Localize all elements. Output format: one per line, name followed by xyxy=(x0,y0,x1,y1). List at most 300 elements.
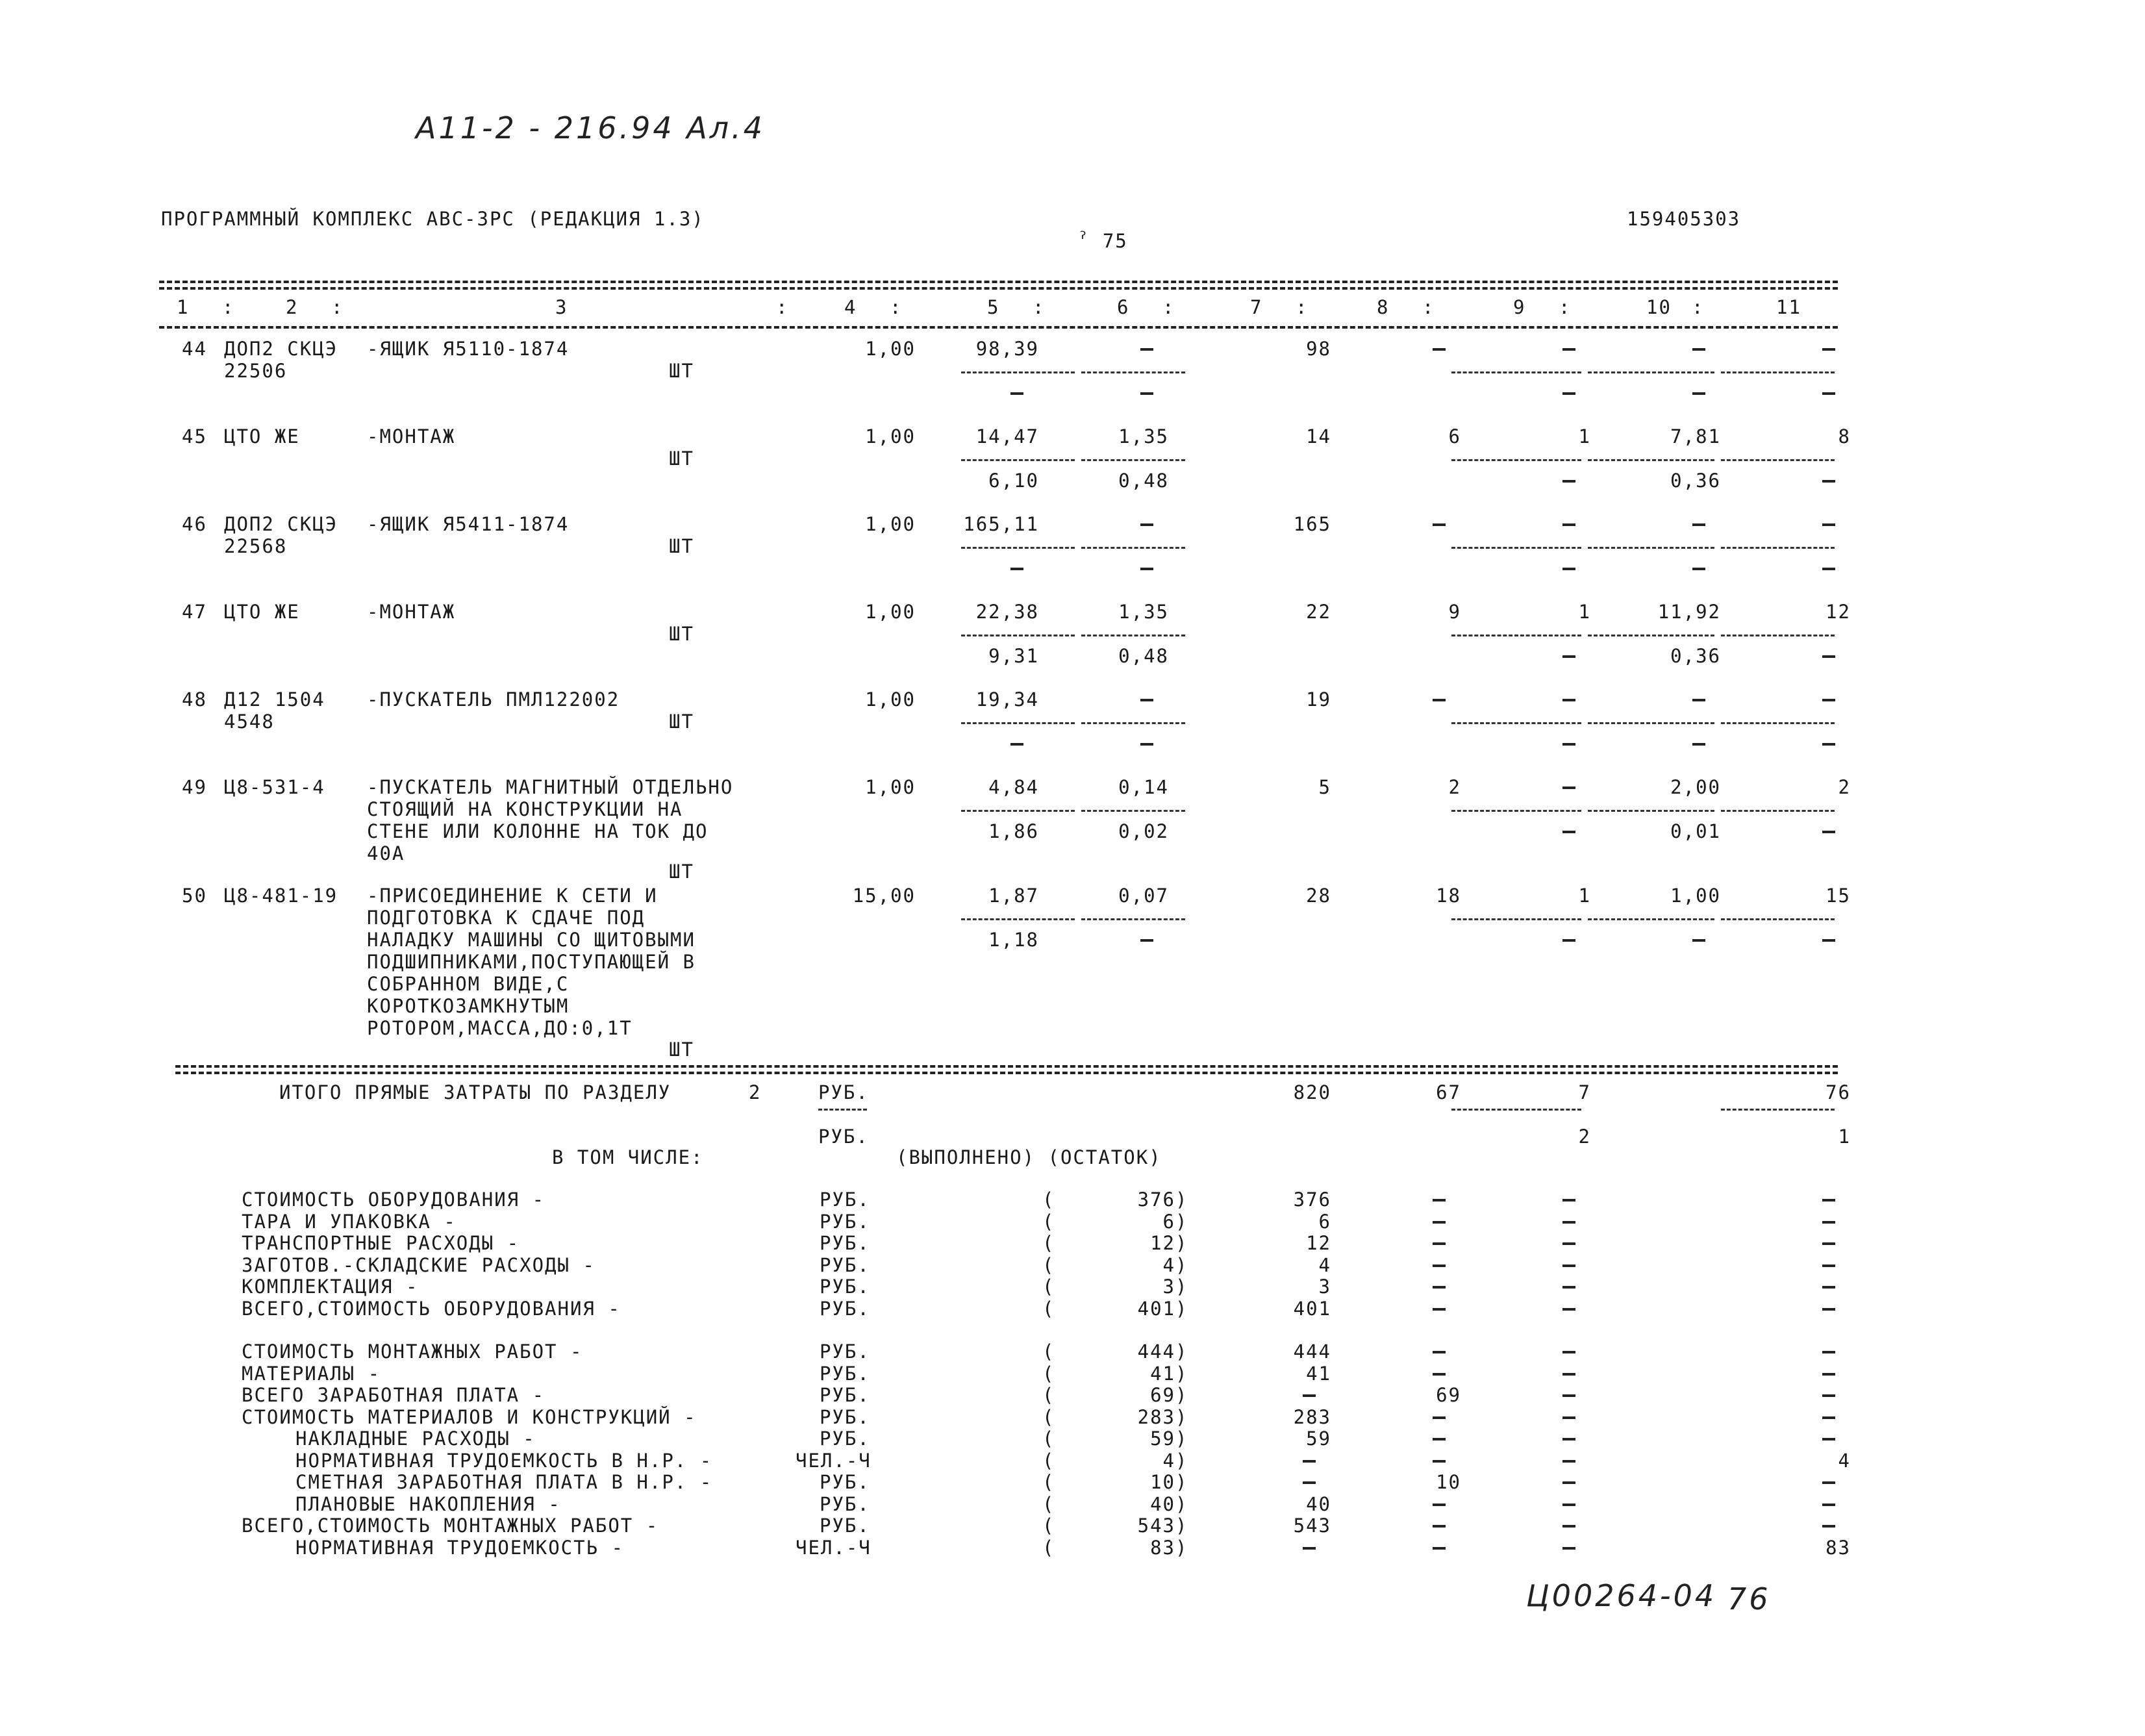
breakdown-value: 376 xyxy=(1137,1189,1175,1211)
breakdown-machine-dash xyxy=(1562,1264,1575,1267)
machine-fraction-rule xyxy=(1081,918,1185,920)
labor-total-fraction-rule xyxy=(1721,722,1835,724)
handwritten-archive-number: Ц00264-04 xyxy=(1526,1578,1717,1613)
breakdown-unit: РУБ. xyxy=(820,1471,870,1493)
row-labor-total: 8 xyxy=(1838,425,1851,447)
breakdown-cost: 40 xyxy=(1306,1492,1331,1515)
labor-fraction-rule xyxy=(1588,722,1714,724)
row-code: Д12 1504 xyxy=(224,688,325,711)
total-machine: 7 xyxy=(1578,1081,1591,1103)
row-price-total: 1,87 xyxy=(988,885,1039,907)
column-number-4: 4 xyxy=(844,296,857,318)
row-unit: ШТ xyxy=(669,623,694,645)
page-number-prefix: ˀ xyxy=(1077,230,1103,252)
breakdown-wage-dash xyxy=(1433,1547,1446,1550)
row-labor-total-dash xyxy=(1822,348,1835,351)
breakdown-machine-dash xyxy=(1562,1351,1575,1353)
breakdown-wage: 10 xyxy=(1436,1471,1461,1493)
breakdown-machine-dash xyxy=(1562,1460,1575,1463)
row-cost-machine-wage-dash xyxy=(1562,392,1575,395)
breakdown-wage-dash xyxy=(1433,1286,1446,1289)
breakdown-value: 59 xyxy=(1150,1428,1175,1450)
breakdown-labor-dash xyxy=(1822,1373,1835,1376)
row-unit: ШТ xyxy=(669,861,694,883)
machine-fraction-rule xyxy=(1081,722,1185,724)
total-unit-2: РУБ. xyxy=(818,1126,869,1148)
breakdown-labor-dash xyxy=(1822,1221,1835,1224)
breakdown-close-paren: ) xyxy=(1175,1492,1188,1515)
breakdown-open-paren: ( xyxy=(1042,1471,1055,1493)
breakdown-labor-dash xyxy=(1822,1481,1835,1484)
row-code: Ц8-531-4 xyxy=(224,776,325,798)
breakdown-open-paren: ( xyxy=(1042,1232,1055,1254)
breakdown-value: 4 xyxy=(1162,1449,1175,1472)
row-description: РОТОРОМ,МАССА,ДО:0,1Т xyxy=(367,1017,633,1039)
breakdown-unit: РУБ. xyxy=(820,1340,870,1363)
row-cost-machine-dash xyxy=(1562,348,1575,351)
row-price-total: 98,39 xyxy=(975,338,1039,360)
breakdown-label: МАТЕРИАЛЫ - xyxy=(242,1362,381,1385)
column-header-bottom-rule xyxy=(159,326,1838,329)
breakdown-label: ВСЕГО,СТОИМОСТЬ ОБОРУДОВАНИЯ - xyxy=(242,1297,621,1320)
row-machine-total-dash xyxy=(1140,348,1153,351)
row-labor-total-b-dash xyxy=(1822,480,1835,483)
breakdown-machine-dash xyxy=(1562,1373,1575,1376)
breakdown-close-paren: ) xyxy=(1175,1297,1188,1320)
row-cost-wage: 2 xyxy=(1448,776,1461,798)
row-description: СТЕНЕ ИЛИ КОЛОННЕ НА ТОК ДО xyxy=(367,820,709,842)
total-labor-rule xyxy=(1721,1109,1835,1111)
column-number-8: 8 xyxy=(1377,296,1390,318)
row-labor-workers: 1,00 xyxy=(1670,885,1721,907)
breakdown-value: 40 xyxy=(1150,1492,1175,1515)
total-section-number: 2 xyxy=(749,1081,762,1103)
breakdown-close-paren: ) xyxy=(1175,1340,1188,1363)
row-price-wage-dash xyxy=(1010,568,1023,570)
row-quantity: 1,00 xyxy=(865,776,916,798)
breakdown-column-header: (ВЫПОЛНЕНО) (ОСТАТОК) xyxy=(896,1146,1162,1168)
total-machine-rule xyxy=(1451,1109,1581,1111)
cost-machine-fraction-rule xyxy=(1451,722,1581,724)
breakdown-unit: РУБ. xyxy=(820,1297,870,1320)
row-number: 50 xyxy=(182,885,207,907)
row-cost-machine-wage-dash xyxy=(1562,655,1575,658)
breakdown-open-paren: ( xyxy=(1042,1428,1055,1450)
breakdown-unit: РУБ. xyxy=(820,1276,870,1298)
row-description: -ПРИСОЕДИНЕНИЕ К СЕТИ И xyxy=(367,885,658,907)
breakdown-cost-dash xyxy=(1303,1394,1316,1397)
breakdown-machine-dash xyxy=(1562,1416,1575,1419)
total-unit: РУБ. xyxy=(818,1081,869,1103)
row-machine-wage: 0,02 xyxy=(1118,820,1169,842)
table-bottom-rule xyxy=(175,1065,1838,1068)
breakdown-unit: РУБ. xyxy=(820,1189,870,1211)
row-number: 47 xyxy=(182,601,207,623)
row-labor-total-b-dash xyxy=(1822,743,1835,746)
row-quantity: 1,00 xyxy=(865,688,916,711)
breakdown-label: СТОИМОСТЬ МАТЕРИАЛОВ И КОНСТРУКЦИЙ - xyxy=(242,1405,697,1428)
breakdown-open-paren: ( xyxy=(1042,1189,1055,1211)
column-separator: : xyxy=(1422,296,1435,318)
breakdown-close-paren: ) xyxy=(1175,1232,1188,1254)
breakdown-open-paren: ( xyxy=(1042,1515,1055,1537)
row-labor-total: 12 xyxy=(1825,601,1851,623)
breakdown-cost-dash xyxy=(1303,1547,1316,1550)
breakdown-machine-dash xyxy=(1562,1525,1575,1528)
breakdown-label: СМЕТНАЯ ЗАРАБОТНАЯ ПЛАТА В Н.Р. - xyxy=(295,1471,713,1493)
breakdown-machine-dash xyxy=(1562,1438,1575,1440)
breakdown-open-paren: ( xyxy=(1042,1297,1055,1320)
breakdown-value: 401 xyxy=(1137,1297,1175,1320)
breakdown-value: 83 xyxy=(1150,1536,1175,1559)
row-cost-wage: 6 xyxy=(1448,425,1461,447)
row-unit: ШТ xyxy=(669,447,694,470)
breakdown-value: 543 xyxy=(1137,1515,1175,1537)
row-machine-total: 1,35 xyxy=(1118,425,1169,447)
cost-machine-fraction-rule xyxy=(1451,371,1581,373)
cost-machine-fraction-rule xyxy=(1451,635,1581,636)
row-cost-machine-wage-dash xyxy=(1562,939,1575,942)
program-title: ПРОГРАММНЫЙ КОМПЛЕКС АВС-3РС (РЕДАКЦИЯ 1.3) xyxy=(161,208,705,230)
total-machine-wage: 2 xyxy=(1578,1126,1591,1148)
breakdown-labor-dash xyxy=(1822,1242,1835,1245)
breakdown-unit: РУБ. xyxy=(820,1515,870,1537)
cost-machine-fraction-rule xyxy=(1451,547,1581,549)
column-number-5: 5 xyxy=(987,296,1000,318)
price-fraction-rule xyxy=(961,722,1075,724)
breakdown-value: 12 xyxy=(1150,1232,1175,1254)
labor-fraction-rule xyxy=(1588,810,1714,812)
breakdown-label: СТОИМОСТЬ МОНТАЖНЫХ РАБОТ - xyxy=(242,1340,583,1363)
labor-fraction-rule xyxy=(1588,918,1714,920)
breakdown-close-paren: ) xyxy=(1175,1449,1188,1472)
breakdown-open-paren: ( xyxy=(1042,1384,1055,1406)
total-unit-rule xyxy=(818,1109,867,1111)
breakdown-wage-dash xyxy=(1433,1199,1446,1201)
row-unit: ШТ xyxy=(669,535,694,557)
row-description: -МОНТАЖ xyxy=(367,601,456,623)
breakdown-labor-dash xyxy=(1822,1308,1835,1311)
column-separator: : xyxy=(331,296,344,318)
row-labor-machinists-dash xyxy=(1692,939,1705,942)
row-machine-total: 1,35 xyxy=(1118,601,1169,623)
column-separator: : xyxy=(776,296,789,318)
labor-total-fraction-rule xyxy=(1721,459,1835,461)
breakdown-open-paren: ( xyxy=(1042,1449,1055,1472)
breakdown-cost: 401 xyxy=(1293,1297,1331,1320)
breakdown-cost: 444 xyxy=(1293,1340,1331,1363)
machine-fraction-rule xyxy=(1081,635,1185,636)
breakdown-machine-dash xyxy=(1562,1286,1575,1289)
column-separator: : xyxy=(222,296,235,318)
breakdown-machine-dash xyxy=(1562,1503,1575,1506)
column-separator: : xyxy=(1692,296,1705,318)
column-number-9: 9 xyxy=(1513,296,1526,318)
machine-fraction-rule xyxy=(1081,547,1185,549)
breakdown-open-paren: ( xyxy=(1042,1253,1055,1276)
breakdown-label: ВСЕГО ЗАРАБОТНАЯ ПЛАТА - xyxy=(242,1384,546,1406)
breakdown-wage-dash xyxy=(1433,1373,1446,1376)
total-wage: 67 xyxy=(1436,1081,1461,1103)
row-description: КОРОТКОЗАМКНУТЫМ xyxy=(367,995,570,1017)
column-separator: : xyxy=(1033,296,1046,318)
breakdown-unit: РУБ. xyxy=(820,1253,870,1276)
breakdown-value: 444 xyxy=(1137,1340,1175,1363)
breakdown-label: НОРМАТИВНАЯ ТРУДОЕМКОСТЬ - xyxy=(295,1536,624,1559)
breakdown-machine-dash xyxy=(1562,1308,1575,1311)
row-price-wage: 1,18 xyxy=(988,929,1039,951)
breakdown-cost: 283 xyxy=(1293,1405,1331,1428)
row-machine-total: 0,07 xyxy=(1118,885,1169,907)
labor-fraction-rule xyxy=(1588,547,1714,549)
breakdown-value: 41 xyxy=(1150,1362,1175,1385)
breakdown-labor-dash xyxy=(1822,1351,1835,1353)
row-labor-workers-dash xyxy=(1692,523,1705,526)
row-labor-workers: 11,92 xyxy=(1657,601,1721,623)
row-description: -ЯЩИК Я5411-1874 xyxy=(367,513,570,535)
document-code: 159405303 xyxy=(1627,208,1741,230)
row-cost-machine-dash xyxy=(1562,523,1575,526)
breakdown-label: НАКЛАДНЫЕ РАСХОДЫ - xyxy=(295,1428,536,1450)
row-cost-wage: 9 xyxy=(1448,601,1461,623)
breakdown-unit: ЧЕЛ.-Ч xyxy=(796,1449,872,1472)
row-price-total: 19,34 xyxy=(975,688,1039,711)
handwritten-doc-number: А11-2 - 216.94 Ал.4 xyxy=(416,110,766,145)
breakdown-open-paren: ( xyxy=(1042,1210,1055,1233)
breakdown-labor-dash xyxy=(1822,1525,1835,1528)
table-top-rule-2 xyxy=(159,287,1838,290)
row-labor-machinists-dash xyxy=(1692,568,1705,570)
breakdown-close-paren: ) xyxy=(1175,1471,1188,1493)
row-labor-total-b-dash xyxy=(1822,568,1835,570)
row-description: СТОЯЩИЙ НА КОНСТРУКЦИИ НА xyxy=(367,798,683,820)
row-machine-wage: 0,48 xyxy=(1118,470,1169,492)
labor-total-fraction-rule xyxy=(1721,635,1835,636)
breakdown-cost: 59 xyxy=(1306,1428,1331,1450)
row-cost-total: 165 xyxy=(1293,513,1331,535)
row-cost-machine-wage-dash xyxy=(1562,831,1575,833)
breakdown-unit: РУБ. xyxy=(820,1492,870,1515)
breakdown-close-paren: ) xyxy=(1175,1384,1188,1406)
breakdown-open-paren: ( xyxy=(1042,1492,1055,1515)
breakdown-wage-dash xyxy=(1433,1351,1446,1353)
row-cost-machine: 1 xyxy=(1578,601,1591,623)
row-price-total: 14,47 xyxy=(975,425,1039,447)
row-cost-total: 22 xyxy=(1306,601,1331,623)
breakdown-close-paren: ) xyxy=(1175,1515,1188,1537)
row-price-wage: 1,86 xyxy=(988,820,1039,842)
row-machine-total-dash xyxy=(1140,523,1153,526)
breakdown-cost: 6 xyxy=(1318,1210,1331,1233)
breakdown-cost: 376 xyxy=(1293,1189,1331,1211)
row-price-wage: 6,10 xyxy=(988,470,1039,492)
row-labor-machinists: 0,36 xyxy=(1670,470,1721,492)
row-code: 22506 xyxy=(224,360,288,382)
row-code: 4548 xyxy=(224,711,275,733)
table-top-rule xyxy=(159,281,1838,283)
labor-fraction-rule xyxy=(1588,459,1714,461)
breakdown-machine-dash xyxy=(1562,1547,1575,1550)
row-price-wage: 9,31 xyxy=(988,645,1039,667)
row-cost-total: 28 xyxy=(1306,885,1331,907)
breakdown-cost: 4 xyxy=(1318,1253,1331,1276)
row-labor-machinists: 0,01 xyxy=(1670,820,1721,842)
row-labor-machinists-dash xyxy=(1692,743,1705,746)
breakdown-labor-dash xyxy=(1822,1416,1835,1419)
breakdown-close-paren: ) xyxy=(1175,1253,1188,1276)
row-machine-wage-dash xyxy=(1140,743,1153,746)
row-machine-total-dash xyxy=(1140,699,1153,701)
breakdown-wage-dash xyxy=(1433,1308,1446,1311)
row-code: ЦТО ЖЕ xyxy=(224,425,300,447)
breakdown-wage: 69 xyxy=(1436,1384,1461,1406)
machine-fraction-rule xyxy=(1081,459,1185,461)
column-separator: : xyxy=(1559,296,1572,318)
breakdown-open-paren: ( xyxy=(1042,1362,1055,1385)
price-fraction-rule xyxy=(961,547,1075,549)
row-unit: ШТ xyxy=(669,360,694,382)
row-cost-wage-dash xyxy=(1433,699,1446,701)
breakdown-heading: В ТОМ ЧИСЛЕ: xyxy=(552,1146,704,1168)
breakdown-cost-dash xyxy=(1303,1460,1316,1463)
breakdown-label: ВСЕГО,СТОИМОСТЬ МОНТАЖНЫХ РАБОТ - xyxy=(242,1515,659,1537)
total-label: ИТОГО ПРЯМЫЕ ЗАТРАТЫ ПО РАЗДЕЛУ xyxy=(279,1081,671,1103)
row-labor-total-dash xyxy=(1822,523,1835,526)
machine-fraction-rule xyxy=(1081,371,1185,373)
breakdown-wage-dash xyxy=(1433,1525,1446,1528)
total-labor-b: 1 xyxy=(1838,1126,1851,1148)
labor-total-fraction-rule xyxy=(1721,547,1835,549)
breakdown-unit: РУБ. xyxy=(820,1362,870,1385)
breakdown-labor-dash xyxy=(1822,1199,1835,1201)
row-labor-total: 2 xyxy=(1838,776,1851,798)
row-cost-wage: 18 xyxy=(1436,885,1461,907)
breakdown-cost-dash xyxy=(1303,1481,1316,1484)
row-number: 44 xyxy=(182,338,207,360)
breakdown-cost: 41 xyxy=(1306,1362,1331,1385)
row-machine-total: 0,14 xyxy=(1118,776,1169,798)
row-price-wage-dash xyxy=(1010,392,1023,395)
row-cost-wage-dash xyxy=(1433,523,1446,526)
breakdown-labor-dash xyxy=(1822,1503,1835,1506)
breakdown-labor-dash xyxy=(1822,1264,1835,1267)
row-machine-wage-dash xyxy=(1140,939,1153,942)
breakdown-machine-dash xyxy=(1562,1221,1575,1224)
breakdown-value: 283 xyxy=(1137,1405,1175,1428)
table-bottom-rule-2 xyxy=(175,1072,1838,1074)
row-description: -ЯЩИК Я5110-1874 xyxy=(367,338,570,360)
breakdown-wage-dash xyxy=(1433,1460,1446,1463)
column-separator: : xyxy=(890,296,903,318)
row-labor-total-b-dash xyxy=(1822,831,1835,833)
column-number-10: 10 xyxy=(1646,296,1672,318)
row-cost-machine-wage-dash xyxy=(1562,568,1575,570)
handwritten-page-number: 76 xyxy=(1727,1581,1771,1616)
price-fraction-rule xyxy=(961,635,1075,636)
breakdown-close-paren: ) xyxy=(1175,1536,1188,1559)
breakdown-machine-dash xyxy=(1562,1242,1575,1245)
row-quantity: 1,00 xyxy=(865,338,916,360)
row-labor-total-dash xyxy=(1822,699,1835,701)
row-unit: ШТ xyxy=(669,711,694,733)
breakdown-unit: РУБ. xyxy=(820,1384,870,1406)
row-cost-total: 98 xyxy=(1306,338,1331,360)
cost-machine-fraction-rule xyxy=(1451,810,1581,812)
breakdown-unit: РУБ. xyxy=(820,1405,870,1428)
breakdown-wage-dash xyxy=(1433,1438,1446,1440)
row-quantity: 1,00 xyxy=(865,425,916,447)
breakdown-labor: 4 xyxy=(1838,1449,1851,1472)
row-unit: ШТ xyxy=(669,1038,694,1061)
breakdown-label: КОМПЛЕКТАЦИЯ - xyxy=(242,1276,419,1298)
breakdown-close-paren: ) xyxy=(1175,1362,1188,1385)
row-price-total: 22,38 xyxy=(975,601,1039,623)
breakdown-cost: 3 xyxy=(1318,1276,1331,1298)
breakdown-close-paren: ) xyxy=(1175,1428,1188,1450)
row-cost-machine: 1 xyxy=(1578,885,1591,907)
breakdown-value: 3 xyxy=(1162,1276,1175,1298)
row-price-total: 4,84 xyxy=(988,776,1039,798)
page-number-label xyxy=(1052,208,1128,252)
total-labor: 76 xyxy=(1825,1081,1851,1103)
breakdown-label: ЗАГОТОВ.-СКЛАДСКИЕ РАСХОДЫ - xyxy=(242,1253,596,1276)
row-quantity: 15,00 xyxy=(852,885,916,907)
breakdown-label: ТАРА И УПАКОВКА - xyxy=(242,1210,457,1233)
row-labor-total-b-dash xyxy=(1822,655,1835,658)
row-code: ДОП2 СКЦЭ xyxy=(224,513,338,535)
row-description: -ПУСКАТЕЛЬ ПМЛ122002 xyxy=(367,688,620,711)
breakdown-machine-dash xyxy=(1562,1394,1575,1397)
row-cost-total: 19 xyxy=(1306,688,1331,711)
row-labor-total: 15 xyxy=(1825,885,1851,907)
row-description: ПОДГОТОВКА К СДАЧЕ ПОД xyxy=(367,907,646,929)
row-description: НАЛАДКУ МАШИНЫ СО ЩИТОВЫМИ xyxy=(367,929,696,951)
row-machine-wage-dash xyxy=(1140,568,1153,570)
row-price-total: 165,11 xyxy=(963,513,1039,535)
row-quantity: 1,00 xyxy=(865,601,916,623)
row-machine-wage-dash xyxy=(1140,392,1153,395)
breakdown-open-paren: ( xyxy=(1042,1405,1055,1428)
page-number: 75 xyxy=(1102,230,1128,252)
breakdown-unit: РУБ. xyxy=(820,1210,870,1233)
price-fraction-rule xyxy=(961,459,1075,461)
row-description: -ПУСКАТЕЛЬ МАГНИТНЫЙ ОТДЕЛЬНО xyxy=(367,776,734,798)
breakdown-open-paren: ( xyxy=(1042,1276,1055,1298)
breakdown-cost: 12 xyxy=(1306,1232,1331,1254)
price-fraction-rule xyxy=(961,810,1075,812)
row-price-wage-dash xyxy=(1010,743,1023,746)
breakdown-value: 6 xyxy=(1162,1210,1175,1233)
row-labor-machinists-dash xyxy=(1692,392,1705,395)
breakdown-close-paren: ) xyxy=(1175,1189,1188,1211)
total-cost: 820 xyxy=(1293,1081,1331,1103)
row-number: 45 xyxy=(182,425,207,447)
row-cost-total: 14 xyxy=(1306,425,1331,447)
breakdown-open-paren: ( xyxy=(1042,1536,1055,1559)
breakdown-wage-dash xyxy=(1433,1416,1446,1419)
cost-machine-fraction-rule xyxy=(1451,918,1581,920)
breakdown-label: НОРМАТИВНАЯ ТРУДОЕМКОСТЬ В Н.Р. - xyxy=(295,1449,713,1472)
row-labor-workers-dash xyxy=(1692,699,1705,701)
row-cost-machine-wage-dash xyxy=(1562,480,1575,483)
row-code: Ц8-481-19 xyxy=(224,885,338,907)
row-cost-machine-dash xyxy=(1562,786,1575,789)
row-description: СОБРАННОМ ВИДЕ,С xyxy=(367,973,570,995)
row-labor-total-b-dash xyxy=(1822,939,1835,942)
breakdown-wage-dash xyxy=(1433,1221,1446,1224)
row-code: ЦТО ЖЕ xyxy=(224,601,300,623)
row-description: -МОНТАЖ xyxy=(367,425,456,447)
